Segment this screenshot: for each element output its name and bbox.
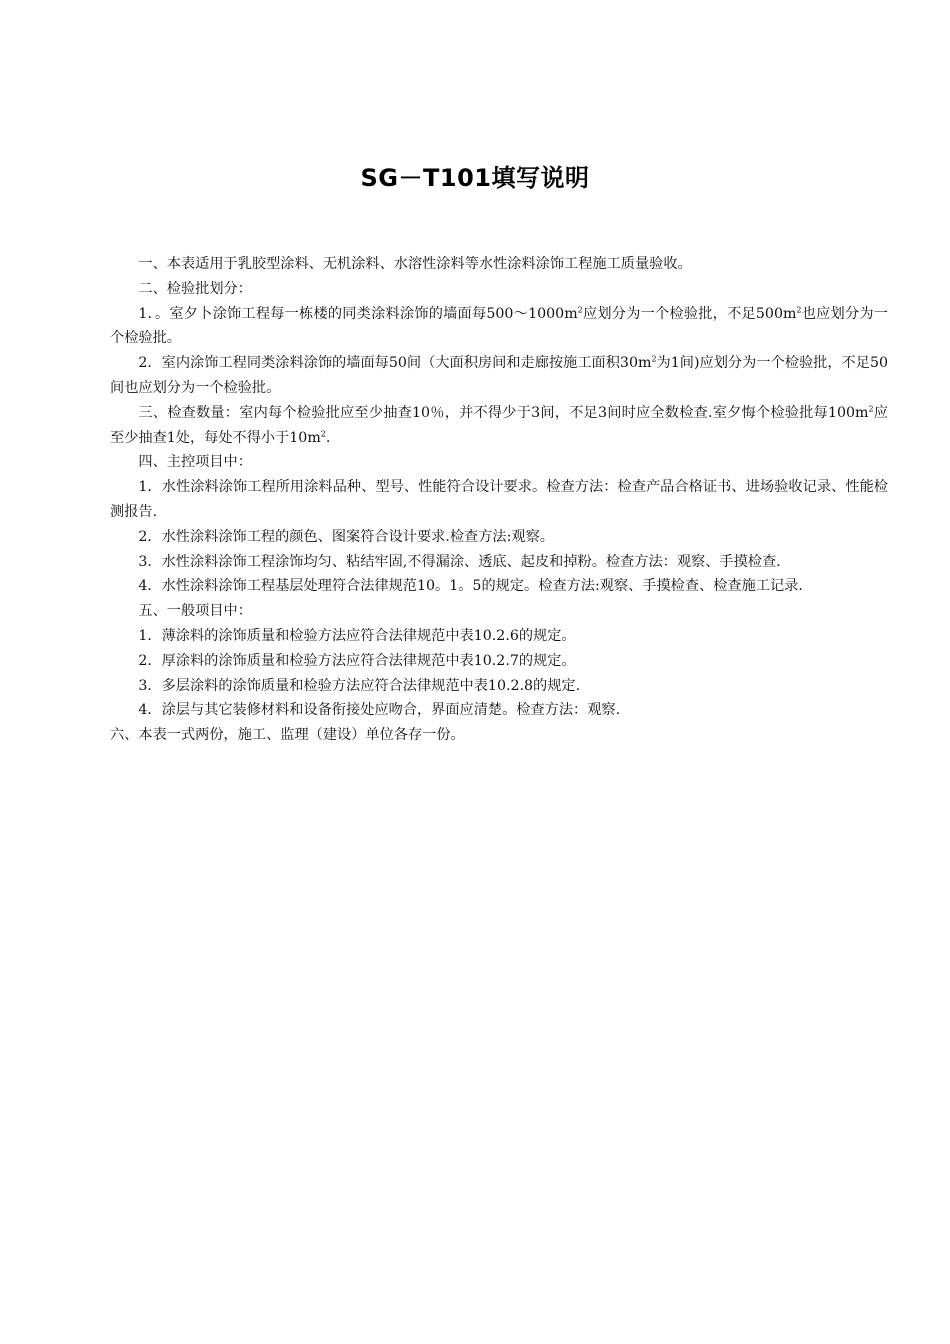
heading-batch-division: 二、检验批划分： xyxy=(138,280,252,297)
paragraph-main-item-3: 3．水性涂料涂饰工程涂饰均匀、粘结牢固,不得漏涂、透底、起皮和掉粉。检查方法：观察、手摸检查. xyxy=(138,553,781,570)
paragraph-inspection-quantity: 三、检查数量：室内每个检验批应至少抽查10％，并不得少于3间，不足3间时应全数检查.室夕悔个检验批每$100m^2$应至少抽查1处，每处不得小于$10m^2$. xyxy=(110,404,888,446)
paragraph-main-item-2: 2．水性涂料涂饰工程的颜色、图案符合设计要求.检查方法:观察。 xyxy=(138,528,554,545)
paragraph-exterior-batch: 1．。室夕卜涂饰工程每一栋楼的同类涂料涂饰的墙面每$500\sim 1000m^2$应划分为一个检验批，不足$500m^2$也应划分为一个检验批。 xyxy=(110,304,888,347)
paragraph-general-item-4: 4．涂层与其它装修材料和设备衔接处应吻合，界面应清楚。检查方法：观察. xyxy=(138,702,621,719)
paragraph-main-item-1: 1．水性涂料涂饰工程所用涂料品种、型号、性能符合设计要求。检查方法：检查产品合格证书、进场验收记录、性能检测报告. xyxy=(110,479,888,520)
document-body xyxy=(110,252,888,748)
paragraph-general-item-2: 2．厚涂料的涂饰质量和检验方法应符合法律规范中表10.2.7的规定。 xyxy=(138,652,576,669)
paragraph-copies: 六、本表一式两份，施工、监理（建设）单位各存一份。 xyxy=(110,727,465,744)
heading-main-control: 四、主控项目中： xyxy=(138,454,252,471)
paragraph-scope: 一、本表适用于乳胶型涂料、无机涂料、水溶性涂料等水性涂料涂饰工程施工质量验收。 xyxy=(138,256,692,272)
page-title: SG－T101填写说明 xyxy=(360,164,590,192)
paragraph-general-item-1: 1．薄涂料的涂饰质量和检验方法应符合法律规范中表10.2.6的规定。 xyxy=(138,627,576,644)
paragraph-main-item-4: 4．水性涂料涂饰工程基层处理符合法律规范10。1。5的规定。检查方法:观察、手摸检查、检查施工记录. xyxy=(138,578,803,595)
paragraph-general-item-3: 3．多层涂料的涂饰质量和检验方法应符合法律规范中表10.2.8的规定. xyxy=(138,677,581,694)
paragraph-interior-batch: 2．室内涂饰工程同类涂料涂饰的墙面每50间（大面积房间和走廊按施工面积$30m^2$为1间)应划分为一个检验批，不足50间也应划分为一个检验批。 xyxy=(110,354,888,396)
heading-general-items: 五、一般项目中： xyxy=(138,603,252,620)
